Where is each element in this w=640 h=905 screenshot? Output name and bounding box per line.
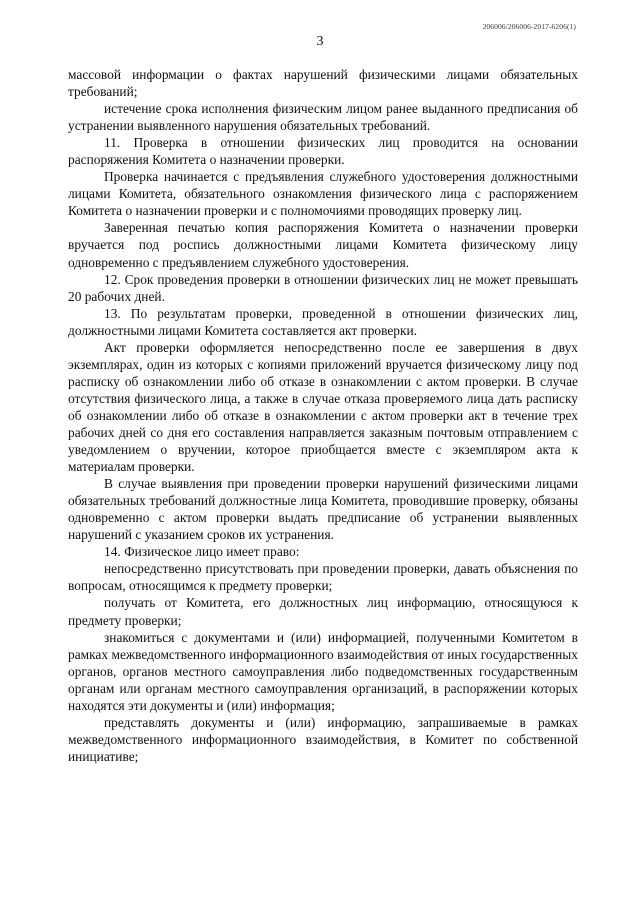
paragraph-right-submit-documents: представлять документы и (или) информацию, запрашиваемые в рамках межведомственного информационного взаимодействия, в Комитет по собственной инициативе;	[68, 714, 578, 764]
paragraph-mass-media-facts: массовой информации о фактах нарушений физическими лицами обязательных требований;	[68, 67, 578, 100]
paragraph-right-attend: непосредственно присутствовать при проведении проверки, давать объяснения по вопросам, относящимся к предмету проверки;	[68, 561, 578, 594]
document-body	[68, 66, 578, 765]
paragraph-violations-prescription: В случае выявления при проведении проверки нарушений физическими лицами обязательных требований должностные лица Комитета, проводившие проверку, обязаны одновременно с актом проверки выдать предписание об устранении выявленных нарушений с указанием сроков их устранения.	[68, 476, 578, 543]
paragraph-clause-11: 11. Проверка в отношении физических лиц проводится на основании распоряжения Комитета о назначении проверки.	[68, 135, 578, 168]
document-id: 206006/206006-2017-6206(1)	[482, 22, 576, 31]
paragraph-clause-14: 14. Физическое лицо имеет право:	[104, 544, 300, 560]
paragraph-right-review-documents: знакомиться с документами и (или) информацией, полученными Комитетом в рамках межведомственного информационного взаимодействия от иных государственных органов, органов местного самоуправления либо подведомственных государственным органам или органам местного самоуправления организаций, в распоряжении которых находятся эти документы и (или) информация;	[68, 629, 578, 713]
paragraph-clause-13: 13. По результатам проверки, проведенной в отношении физических лиц, должностными лицами Комитета составляется акт проверки.	[68, 305, 578, 338]
paragraph-right-receive-info: получать от Комитета, его должностных лиц информацию, относящуюся к предмету проверки;	[68, 595, 578, 628]
paragraph-inspection-start: Проверка начинается с предъявления служебного удостоверения должностными лицами Комитета, обязательного ознакомления физического лица с распоряжением Комитета о назначении проверки и с полномочиями проводящих проверку лиц.	[68, 169, 578, 219]
paragraph-certified-copy: Заверенная печатью копия распоряжения Комитета о назначении проверки вручается под роспись должностными лицами Комитета физическому лицу одновременно с предъявлением служебного удостоверения.	[68, 220, 578, 270]
paragraph-clause-12: 12. Срок проведения проверки в отношении физических лиц не может превышать 20 рабочих дней.	[68, 271, 578, 304]
paragraph-prescription-expiry: истечение срока исполнения физическим лицом ранее выданного предписания об устранении выявленного нарушения обязательных требований.	[68, 101, 578, 134]
page-number: 3	[316, 34, 324, 49]
paragraph-inspection-act: Акт проверки оформляется непосредственно после ее завершения в двух экземплярах, один из которых с копиями приложений вручается физическому лицу под расписку об ознакомлении либо об отказе в ознакомлении с актом проверки. В случае отсутствия физического лица, а также в случае отказа проверяемого лица дать расписку об ознакомлении либо об отказе в ознакомлении с актом проверки акт в течение трех рабочих дней со дня его составления направляется заказным почтовым отправлением с уведомлением о вручении, которое приобщается вместе с экземпляром акта к материалам проверки.	[68, 339, 578, 475]
